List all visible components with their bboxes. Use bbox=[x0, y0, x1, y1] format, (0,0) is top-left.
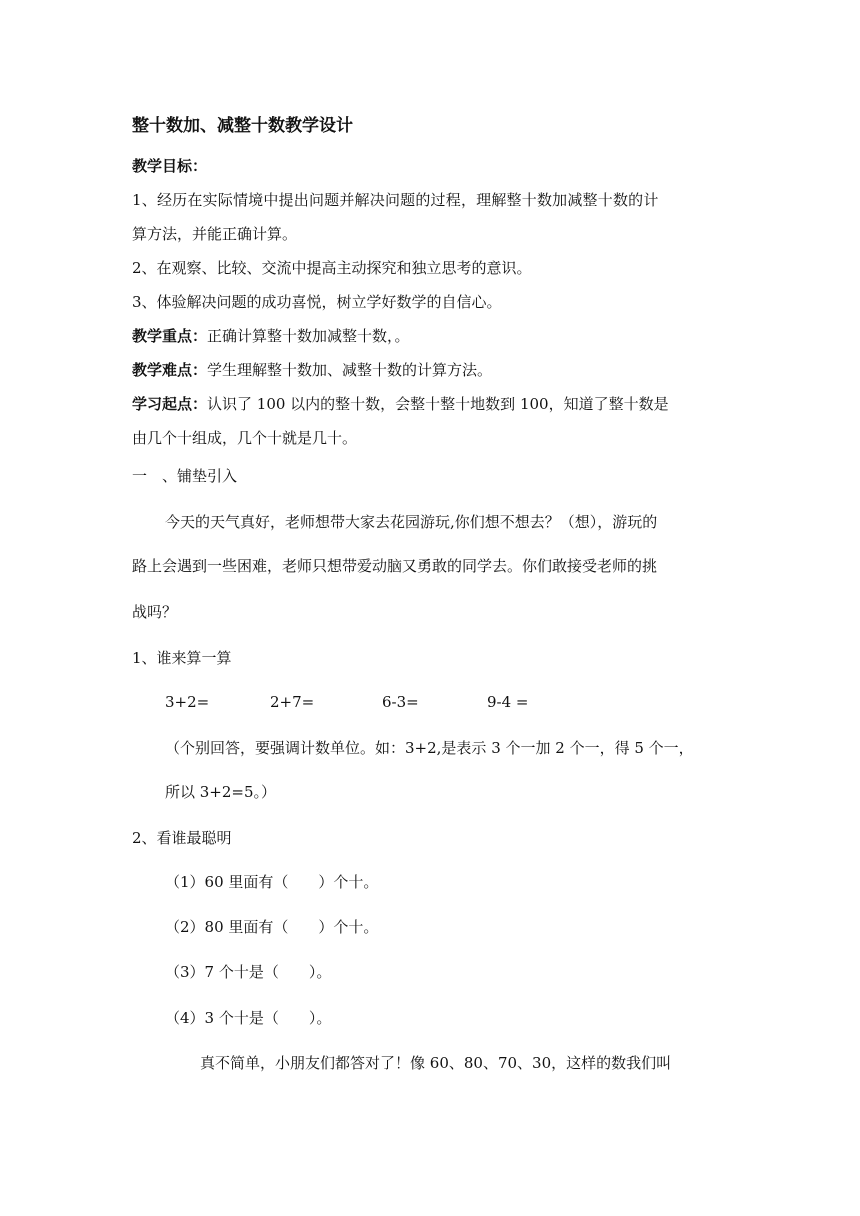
exercise-2-heading: 2、看谁最聪明 bbox=[132, 829, 232, 847]
starting-point-label: 学习起点： bbox=[132, 395, 208, 413]
exercise-1-item: 6-3= bbox=[382, 693, 419, 711]
exercise-1-heading: 1、谁来算一算 bbox=[132, 649, 232, 667]
starting-point bbox=[132, 394, 669, 414]
exercise-2-question-4: （4）3 个十是（ ）。 bbox=[165, 1009, 332, 1027]
difficulty bbox=[132, 360, 492, 380]
exercise-1-item: 9-4 = bbox=[487, 693, 529, 711]
starting-point-text-line-1: 认识了 100 以内的整十数，会整十整十地数到 100，知道了整十数是 bbox=[207, 395, 669, 413]
difficulty-text: 学生理解整十数加、减整十数的计算方法。 bbox=[207, 361, 493, 379]
closing-line: 真不简单，小朋友们都答对了！像 60、80、70、30，这样的数我们叫 bbox=[200, 1054, 672, 1072]
objective-2: 2、在观察、比较、交流中提高主动探究和独立思考的意识。 bbox=[132, 259, 532, 277]
objective-3: 3、体验解决问题的成功喜悦，树立学好数学的自信心。 bbox=[132, 293, 502, 311]
section-1-paragraph-line-2: 路上会遇到一些困难，老师只想带爱动脑又勇敢的同学去。你们敢接受老师的挑 bbox=[132, 557, 658, 575]
key-point-label: 教学重点： bbox=[132, 327, 208, 345]
section-1-paragraph-line-1: 今天的天气真好，老师想带大家去花园游玩,你们想不想去？（想），游玩的 bbox=[165, 513, 658, 531]
difficulty-label: 教学难点： bbox=[132, 361, 208, 379]
objectives-heading: 教学目标： bbox=[132, 157, 208, 175]
section-1-paragraph-line-3: 战吗？ bbox=[132, 603, 178, 621]
exercise-1-note-line-2: 所以 3+2=5。） bbox=[165, 783, 277, 801]
key-point-text: 正确计算整十数加减整十数，。 bbox=[207, 327, 410, 345]
key-point bbox=[132, 326, 410, 346]
starting-point-text-line-2: 由几个十组成，几个十就是几十。 bbox=[132, 429, 358, 447]
exercise-1-note-line-1: （个别回答，要强调计数单位。如：3+2,是表示 3 个一加 2 个一，得 5 个一， bbox=[165, 739, 694, 757]
document-title: 整十数加、减整十数教学设计 bbox=[132, 116, 353, 136]
exercise-2-question-3: （3）7 个十是（ ）。 bbox=[165, 963, 332, 981]
objective-1-line-1: 1、经历在实际情境中提出问题并解决问题的过程，理解整十数加减整十数的计 bbox=[132, 191, 659, 209]
exercise-1-item: 3+2= bbox=[165, 693, 210, 711]
objective-1-line-2: 算方法，并能正确计算。 bbox=[132, 225, 298, 243]
exercise-2-question-1: （1）60 里面有（ ）个十。 bbox=[165, 873, 379, 891]
exercise-2-question-2: （2）80 里面有（ ）个十。 bbox=[165, 918, 379, 936]
section-1-heading: 一 、铺垫引入 bbox=[132, 467, 238, 485]
exercise-1-item: 2+7= bbox=[270, 693, 315, 711]
